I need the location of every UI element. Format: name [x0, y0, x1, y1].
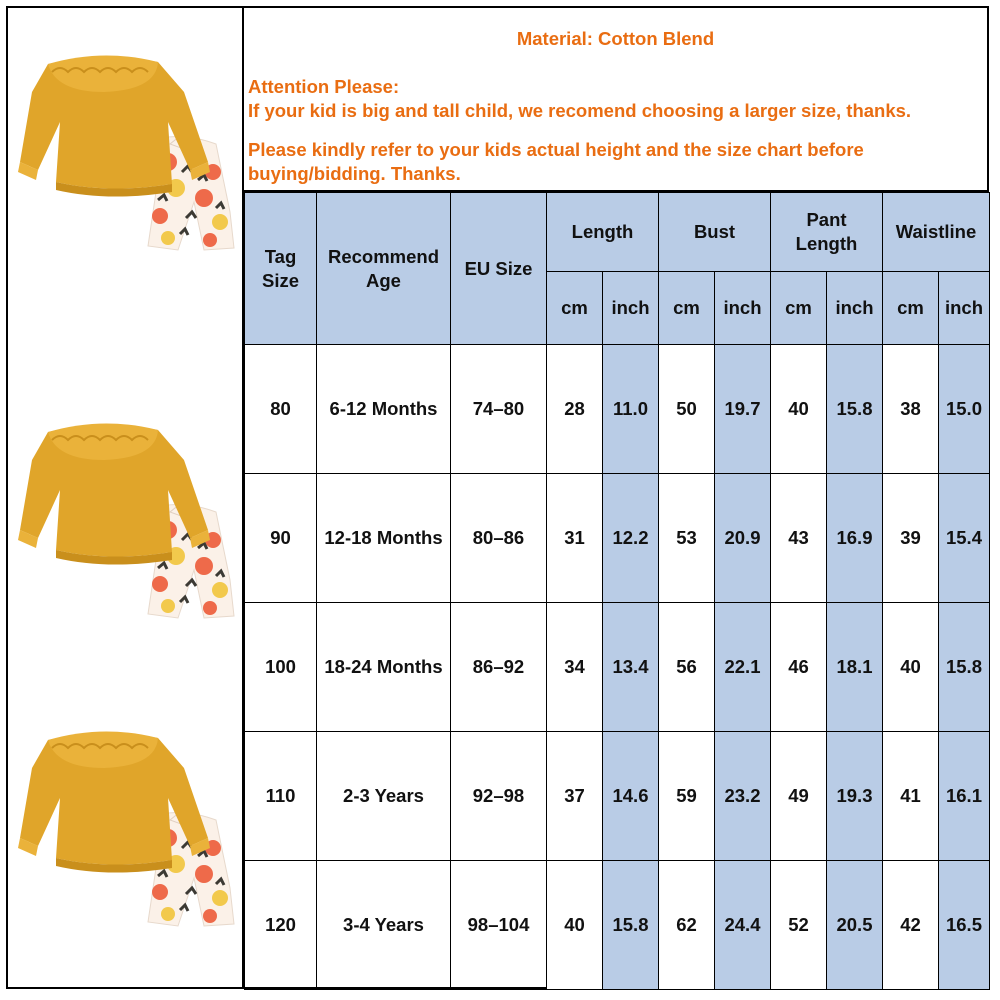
header-length: Length — [547, 193, 659, 272]
age-cell: 12-18 Months — [317, 474, 451, 603]
bust-cm-cell: 50 — [659, 345, 715, 474]
unit-cm: cm — [771, 272, 827, 345]
pant-length-cm-cell: 46 — [771, 603, 827, 732]
length-inch-cell: 14.6 — [603, 732, 659, 861]
eu-size-cell: 98–104 — [451, 861, 547, 990]
waistline-inch-cell: 15.4 — [939, 474, 990, 603]
waistline-inch-cell: 15.0 — [939, 345, 990, 474]
waistline-inch-cell: 16.1 — [939, 732, 990, 861]
table-row — [245, 474, 990, 603]
waistline-cm-cell: 40 — [883, 603, 939, 732]
length-cm-cell: 34 — [547, 603, 603, 732]
eu-size-cell: 74–80 — [451, 345, 547, 474]
length-inch-cell: 12.2 — [603, 474, 659, 603]
age-cell: 18-24 Months — [317, 603, 451, 732]
eu-size-cell: 80–86 — [451, 474, 547, 603]
unit-inch: inch — [939, 272, 990, 345]
pant-length-inch-cell: 20.5 — [827, 861, 883, 990]
tag-size-cell: 90 — [245, 474, 317, 603]
size-chart-table — [244, 192, 990, 990]
bust-inch-cell: 23.2 — [715, 732, 771, 861]
waistline-cm-cell: 39 — [883, 474, 939, 603]
length-cm-cell: 37 — [547, 732, 603, 861]
length-cm-cell: 31 — [547, 474, 603, 603]
length-inch-cell: 13.4 — [603, 603, 659, 732]
header-waistline: Waistline — [883, 193, 990, 272]
age-cell: 3-4 Years — [317, 861, 451, 990]
unit-cm: cm — [659, 272, 715, 345]
tag-size-cell: 120 — [245, 861, 317, 990]
bust-inch-cell: 22.1 — [715, 603, 771, 732]
pant-length-inch-cell: 16.9 — [827, 474, 883, 603]
unit-cm: cm — [883, 272, 939, 345]
eu-size-cell: 86–92 — [451, 603, 547, 732]
header-eu-size: EU Size — [451, 193, 547, 345]
outfit-photo-2 — [8, 380, 236, 620]
pant-length-inch-cell: 19.3 — [827, 732, 883, 861]
tag-size-cell: 80 — [245, 345, 317, 474]
bust-cm-cell: 62 — [659, 861, 715, 990]
length-inch-cell: 11.0 — [603, 345, 659, 474]
header-tag-size: Tag Size — [245, 193, 317, 345]
age-cell: 6-12 Months — [317, 345, 451, 474]
length-inch-cell: 15.8 — [603, 861, 659, 990]
table-row — [245, 603, 990, 732]
bust-inch-cell: 19.7 — [715, 345, 771, 474]
unit-inch: inch — [715, 272, 771, 345]
bust-inch-cell: 20.9 — [715, 474, 771, 603]
pant-length-cm-cell: 43 — [771, 474, 827, 603]
bust-cm-cell: 53 — [659, 474, 715, 603]
pant-length-cm-cell: 40 — [771, 345, 827, 474]
unit-inch: inch — [827, 272, 883, 345]
bust-cm-cell: 56 — [659, 603, 715, 732]
length-cm-cell: 28 — [547, 345, 603, 474]
table-row — [245, 861, 990, 990]
waistline-cm-cell: 42 — [883, 861, 939, 990]
header-pant-length: Pant Length — [771, 193, 883, 272]
unit-cm: cm — [547, 272, 603, 345]
size-chart-note-line-1: Please kindly refer to your kids actual height and the size chart before — [248, 139, 864, 160]
tag-size-cell: 110 — [245, 732, 317, 861]
waistline-inch-cell: 16.5 — [939, 861, 990, 990]
bust-cm-cell: 59 — [659, 732, 715, 861]
bust-inch-cell: 24.4 — [715, 861, 771, 990]
age-cell: 2-3 Years — [317, 732, 451, 861]
waistline-cm-cell: 38 — [883, 345, 939, 474]
attention-title: Attention Please: — [248, 76, 400, 97]
pant-length-inch-cell: 15.8 — [827, 345, 883, 474]
header-bust: Bust — [659, 193, 771, 272]
product-info-panel — [244, 8, 987, 192]
pant-length-inch-cell: 18.1 — [827, 603, 883, 732]
size-chart-note-line-2: buying/bidding. Thanks. — [248, 163, 461, 184]
tag-size-cell: 100 — [245, 603, 317, 732]
material-text: Material: Cotton Blend — [516, 28, 715, 49]
pant-length-cm-cell: 52 — [771, 861, 827, 990]
pant-length-cm-cell: 49 — [771, 732, 827, 861]
outfit-photo-3 — [8, 688, 236, 928]
table-row — [245, 732, 990, 861]
unit-inch: inch — [603, 272, 659, 345]
table-header-row — [245, 193, 990, 272]
eu-size-cell: 92–98 — [451, 732, 547, 861]
attention-text: If your kid is big and tall child, we recomend choosing a larger size, thanks. — [248, 100, 912, 121]
waistline-cm-cell: 41 — [883, 732, 939, 861]
outfit-photo-1 — [8, 12, 236, 252]
table-row — [245, 345, 990, 474]
length-cm-cell: 40 — [547, 861, 603, 990]
waistline-inch-cell: 15.8 — [939, 603, 990, 732]
header-recommend-age: Recommend Age — [317, 193, 451, 345]
